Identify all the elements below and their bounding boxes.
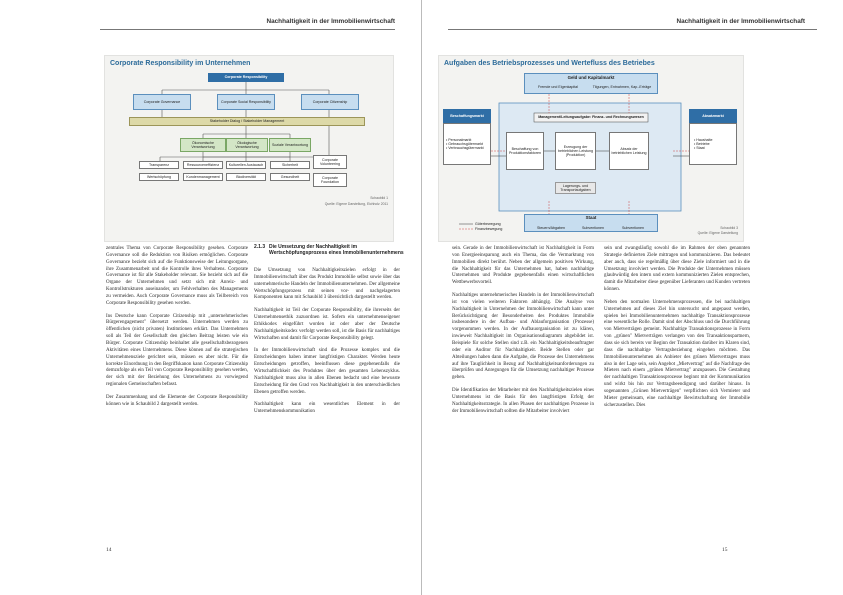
figure-label: Schaubild 1 [370,196,388,200]
list-item: • Personalmarkt [446,137,472,142]
capital-market-label: Geld und Kapitalmarkt [567,75,615,80]
page-number: 15 [722,547,728,553]
pillar-citizenship: Corporate Citizenship [301,94,359,110]
right-page [422,0,843,595]
corporate-responsibility-box: Corporate Responsibility [208,73,284,82]
management-box: Management/Leitungsaufgabe: Finanz- und Rechnungswesen [538,115,644,120]
figure-source: Quelle: Eigene Darstellung [697,231,738,235]
paragraph: Die Umsetzung von Nachhaltigkeitszielen erfolgt in der Immobilienwirtschaft über das Produkt Immobilie selbst sowie über das unternehmerische Handeln der Immobilienunternehmen. Der allgemeine Wertschöpfungsprozess mit seinen vor- und nachgelagerten Komponenten kann mit Schaubild 3 übersichtlich dargestellt werden. [254,268,400,301]
row1-item: Corporate Volunteering [313,155,347,169]
text-column-1 [106,246,248,415]
list-item: • Betriebe [694,141,710,146]
pillar-social-responsibility: Corporate Social Responsibility [217,94,275,110]
paragraph: Die Identifikation der Mitarbeiter mit den Nachhaltigkeitszielen eines Unternehmens ist die Basis für den langfristigen Erfolg der Nachhaltigkeitsstrategie. In allen Phasen der nachhaltigen Prozesse in der Immobilienwirtschaft sollten die Mitarbeiter involviert [452,388,594,414]
procurement-market-title: Beschaffungsmarkt [443,109,491,123]
responsibility-ecological: Ökologische Verantwortung [226,138,268,152]
list-item: • Staat [694,146,705,151]
list-item: • Haushalte [694,137,713,142]
row1-item: Kulturellen Austausch [226,161,266,169]
left-page [0,0,421,595]
text-column-2 [254,268,400,422]
text-column-1 [452,246,594,421]
paragraph: sein. Gerade in der Immobilienwirtschaft ist Nachhaltigkeit in Form von Energieeinsparung auch ein Thema, das die Vermarktung von Immobilien direkt berührt. Neben der allgemein positiven Wirkung, die Nachhaltigkeit für das Unternehmen hat, haben nachhaltige Unternehmen und Produkte gegebenenfalls einen wirtschaftlichen Wettbewerbsvorteil. [452,246,594,286]
figure-source: Quelle: Eigene Darstellung, Eichholz 2011 [324,202,388,206]
row2-item: Gesundheit [270,173,310,181]
stakeholder-dialog-bar: Stakeholder Dialog / Stakeholder Management [129,117,365,126]
figure-corporate-responsibility [104,55,394,242]
state-sub3: Subventionen [622,225,644,230]
paragraph: Nachhaltigkeit ist Teil der Corporate Responsibility, die ihrerseits der Unternehmensethik zuzuordnen ist. Sofern ein unternehmenseigener Ethikkodex eingeführt worden ist oder aber der Deutsche Nachhaltigkeitskodex verfolgt werden soll, ist die Basis für nachhaltiges Wirtschaften und damit für Corporate Responsibility gelegt. [254,308,400,341]
list-item: • Gebrauchsgütermarkt [446,141,484,146]
responsibility-social: Soziale Verantwortung [269,138,311,152]
row2-item: Biodiversität [226,173,266,181]
list-item: • Verbrauchsgütermarkt [446,146,484,151]
row1-item: Sicherheit [270,161,310,169]
figure-betriebsprozess [438,55,744,242]
paragraph: Nachhaltigkeit kann ein wesentliches Element in der Unternehmenskommunikation [254,402,400,415]
paragraph: zentrales Thema von Corporate Responsibility gesehen. Corporate Governance soll die Reduktion von Risiken ermöglichen. Corporate Governance bezieht sich auf die Funktionsweise der Leitungsorgane, ihre Zusammenarbeit und die Kontrolle ihres Verhaltens. Corporate Governance ist für alle Stakeholder relevant. Sie bezieht sich auf die Organe der Unternehmen und setzt sich mit Anreiz- und Kontrollstrukturen auseinander, um Fehlverhalten des Managements zu vermeiden. Auch Corporate Governance muss als Teilbereich von Corporate Responsibility gesehen werden. [106,246,248,306]
figure-title: Corporate Responsibility im Unternehmen [110,60,251,67]
row2-item: Kundenmanagement [183,173,223,181]
page-number: 14 [106,547,112,553]
figure-label: Schaubild 3 [720,226,738,230]
state-sub2: Subventionen [582,225,604,230]
capital-sub1: Fremde und Eigenkapital [538,84,578,89]
paragraph: Der Zusammenhang und die Elemente der Corporate Responsibility können wie in Schaubild 2 dargestellt werden. [106,394,248,407]
procurement-market-list [443,123,491,165]
state-label: Staat [585,215,597,220]
header-rule [448,29,817,30]
paragraph: Nachhaltiges unternehmerisches Handeln in der Immobilienwirtschaft ist von vielen weiteren Faktoren abhängig. Die Analyse von Nachhaltigkeit in Unternehmen der Immobilienwirtschaft kann unter Berücksichtigung der Besonderheiten des Produktes Immobilie insbesondere in der Aufbau- und Ablauforganisation (Prozesse) vorgenommen werden. In der Aufbauorganisation ist zu klären, inwieweit Nachhaltigkeit im Organisationsdiagramm abgebildet ist. Beispiele für solche Stellen sind z.B. ein Nachhaltigkeitsbeauftragter oder ein Auditor für Nachhaltigkeit. Beide Stellen oder gar Abteilungen haben dann die Aufgabe, die Prozesse des Unternehmens auf ihre Tauglichkeit in Bezug auf Nachhaltigkeitsanforderungen zu überprüfen und Anregungen für die Umsetzung nachhaltiger Prozesse geben. [452,293,594,381]
section-heading [254,244,414,264]
paragraph: sein und zwangsläufig sowohl die im Rahmen der oben genannten Strategie definierten Ziele mittragen und kommunizieren. Das bedeutet aber auch, dass sie regelmäßig über diese Ziele informiert und in die Umsetzung involviert werden. Die Produkte der Unternehmen müssen glaubwürdig den intern und extern kommunizierten Zielen entsprechen, damit die Mitarbeiter diese gegenüber Lieferanten und Kunden vertreten können. [604,246,750,293]
row1-item: Transparenz [139,161,179,169]
legend-goods: Güterbewegung [475,222,501,227]
capital-sub2: Tilgungen, Entnahmen, Kap.-Erträge [592,84,652,89]
sales-market-list [689,123,737,165]
process-procurement: Beschaffung von Produktionsfaktoren [506,132,544,170]
text-column-2 [604,246,750,415]
row1-item: Ressourceneffizienz [183,161,223,169]
storage-transport-box: Lagerungs- und Transportaufgaben [555,182,596,194]
state-sub1: Steuern/Abgaben [537,225,565,230]
row2-item: Corporate Foundation [313,173,347,187]
running-header: Nachhaltigkeit in der Immobilienwirtschaft [266,18,395,25]
section-number: 2.1.3 [254,244,266,250]
figure-title: Aufgaben des Betriebsprozesses und Wertefluss des Betriebes [444,60,655,67]
paragraph: Ins Deutsche kann Corporate Citizenship mit „unternehmerisches Bürgerengagement" übersetzt werden. Unternehmen werden zu öffentlichen (nicht privaten) Institutionen erklärt. Das Unternehmen soll als Teil der Gesellschaft den gleichen Beitrag leisten wie ein Bürger. Corporate Citizenship beinhaltet alle gesellschaftsbezogenen Aktivitäten eines Unternehmens. Diese können auf die strategischen Unternehmensziele gerichtet sein, müssen es aber nicht. Für die korrekte Einordnung in den Begriffskanon kann Corporate Citizenship demzufolge als ein Teil von Corporate Responsibility gesehen werden, der sich mit der Beziehung des Unternehmens zu vorwiegend regionalen Gemeinschaften befasst. [106,313,248,388]
row2-item: Wertschöpfung [139,173,179,181]
running-header: Nachhaltigkeit in der Immobilienwirtschaft [676,18,805,25]
sales-market-title: Absatzmarkt [689,109,737,123]
paragraph: Neben den normalen Unternehmensprozessen, die bei nachhaltigen Unternehmen auf dieses Ziel hin untersucht und angepasst werden, spielen bei Immobilienunternehmen nachhaltige Transaktionsprozesse eine wesentliche Rolle. Damit sind der Abschluss und die Durchführung von Mietverträgen gemeint. Nachhaltige Transaktionsprozesse in Form von „grünen" Mietverträgen verlangen von den Transaktionspartnern, dass sie sich bereits vor Beginn der Transaktion darüber im Klaren sind, dass die nachhaltige Vertragsbeziehung eingehen möchten. Das Immobilienunternehmen als Anbieter des grünen Mietvertrages muss also in der Lage sein, sein Angebot „Mietvertrag" auf die Nachfrage des Mieters nach einem „grünen Mietvertrag" anzupassen. Die Gestaltung der nachhaltigen Transaktionsprozesse beginnt mit der Kommunikation und wirkt bis hin zur Vertragsbeendigung und darüber hinaus. In sogenannten „Grünen Mietverträgen" verpflichten sich Vermieter und Mieter gemeinsam, eine nachhaltige Bewirtschaftung der Immobilie sicherzustellen. Dies [604,299,750,408]
header-rule [100,29,395,30]
section-title: Die Umsetzung der Nachhaltigkeit im Wertschöpfungsprozess eines Immobilienunternehmens [269,244,404,256]
process-sales: Absatz der betrieblichen Leistung [609,132,649,170]
process-production: Erzeugung der betrieblichen Leistung (Produktion) [555,132,596,170]
pillar-governance: Corporate Governance [133,94,191,110]
responsibility-economic: Ökonomische Verantwortung [180,138,226,152]
legend-finance: Finanzbewegung [475,227,503,232]
paragraph: In der Immobilienwirtschaft sind die Prozesse komplex und die Entscheidungen haben immer langfristigen Charakter. Werden heute Entscheidungen getroffen, beeinflussen diese gegebenenfalls die Wirtschaftlichkeit des Produktes über den gesamten Lebenszyklus. Nachhaltigkeit muss also in allen Ebenen bedacht und eine bewusste Entscheidung für den Grad von Nachhaltigkeit in den unterschiedlichen Ebenen getroffen werden. [254,348,400,395]
